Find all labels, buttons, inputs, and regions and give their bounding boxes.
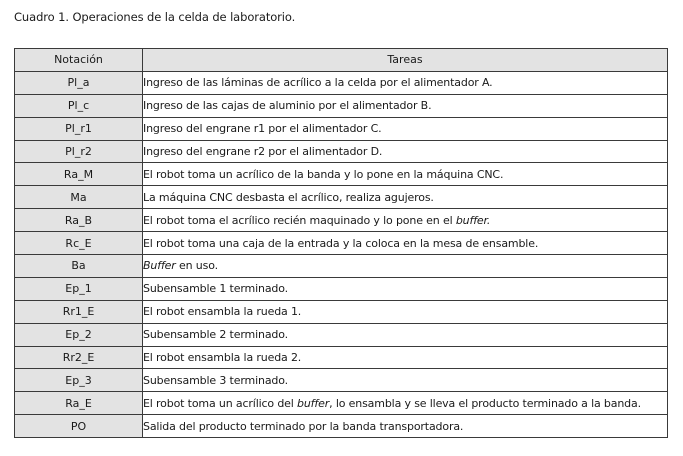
task-cell [143, 300, 668, 323]
notation-cell: Ra_M [15, 163, 143, 186]
task-text-em: buffer. [455, 213, 491, 227]
task-text-pre: Subensamble 3 terminado. [143, 373, 288, 387]
notation-cell: Ra_B [15, 209, 143, 232]
task-cell [143, 140, 668, 163]
notation-cell: Ep_3 [15, 369, 143, 392]
table-row [15, 346, 668, 369]
table-row [15, 323, 668, 346]
notation-cell: Rr2_E [15, 346, 143, 369]
operations-table [14, 48, 668, 438]
notation-cell: Ep_1 [15, 277, 143, 300]
task-text-pre: El robot ensambla la rueda 2. [143, 351, 302, 365]
task-text-pre: El robot toma un acrílico de la banda y lo pone en la máquina CNC. [143, 167, 504, 181]
task-cell [143, 163, 668, 186]
task-text-pre: Ingreso de las cajas de aluminio por el alimentador B. [143, 99, 432, 113]
task-cell [143, 117, 668, 140]
task-text-post: , lo ensambla y se lleva el producto terminado a la banda. [329, 396, 641, 410]
task-text-pre: El robot toma un acrílico del [143, 396, 298, 410]
table-row [15, 163, 668, 186]
task-cell [143, 232, 668, 255]
task-cell [143, 369, 668, 392]
table-row [15, 392, 668, 415]
task-text-pre: La máquina CNC desbasta el acrílico, realiza agujeros. [143, 190, 434, 204]
task-cell [143, 209, 668, 232]
notation-cell: Rc_E [15, 232, 143, 255]
task-text-pre: Subensamble 1 terminado. [143, 282, 288, 296]
task-text-post: en uso. [175, 259, 218, 273]
table-row [15, 140, 668, 163]
notation-cell: Pl_c [15, 94, 143, 117]
notation-cell: Ma [15, 186, 143, 209]
table-row [15, 209, 668, 232]
task-cell [143, 415, 668, 438]
notation-cell: Pl_r1 [15, 117, 143, 140]
task-text-em: buffer [297, 396, 330, 410]
table-row [15, 232, 668, 255]
table-row [15, 255, 668, 278]
task-cell [143, 346, 668, 369]
notation-cell: Pl_r2 [15, 140, 143, 163]
table-row [15, 186, 668, 209]
notation-cell: Ep_2 [15, 323, 143, 346]
task-text-pre: Salida del producto terminado por la banda transportadora. [143, 419, 464, 433]
task-text-pre: Ingreso del engrane r1 por el alimentador C. [143, 122, 382, 136]
task-text-pre: Subensamble 2 terminado. [143, 328, 288, 342]
task-cell [143, 71, 668, 94]
task-text-pre: El robot toma el acrílico recién maquinado y lo pone en el [143, 213, 456, 227]
header-tasks: Tareas [143, 49, 668, 72]
table-caption: Cuadro 1. Operaciones de la celda de laboratorio. [14, 10, 296, 24]
task-cell [143, 255, 668, 278]
header-notation: Notación [15, 49, 143, 72]
task-text-pre: El robot ensambla la rueda 1. [143, 305, 302, 319]
notation-cell: Rr1_E [15, 300, 143, 323]
task-cell [143, 277, 668, 300]
notation-cell: Ba [15, 255, 143, 278]
table-row [15, 94, 668, 117]
task-cell [143, 94, 668, 117]
notation-cell: Ra_E [15, 392, 143, 415]
table-row [15, 369, 668, 392]
table-header-row [15, 49, 668, 72]
task-text-em: Buffer [143, 259, 176, 273]
notation-cell: PO [15, 415, 143, 438]
table-row [15, 117, 668, 140]
table-row [15, 415, 668, 438]
task-cell [143, 186, 668, 209]
table-row [15, 71, 668, 94]
task-cell [143, 323, 668, 346]
table-row [15, 300, 668, 323]
table-row [15, 277, 668, 300]
task-text-pre: Ingreso de las láminas de acrílico a la celda por el alimentador A. [143, 76, 493, 90]
task-text-pre: Ingreso del engrane r2 por el alimentador D. [143, 145, 383, 158]
task-cell [143, 392, 668, 415]
task-text-pre: El robot toma una caja de la entrada y la coloca en la mesa de ensamble. [143, 236, 539, 250]
notation-cell: Pl_a [15, 71, 143, 94]
